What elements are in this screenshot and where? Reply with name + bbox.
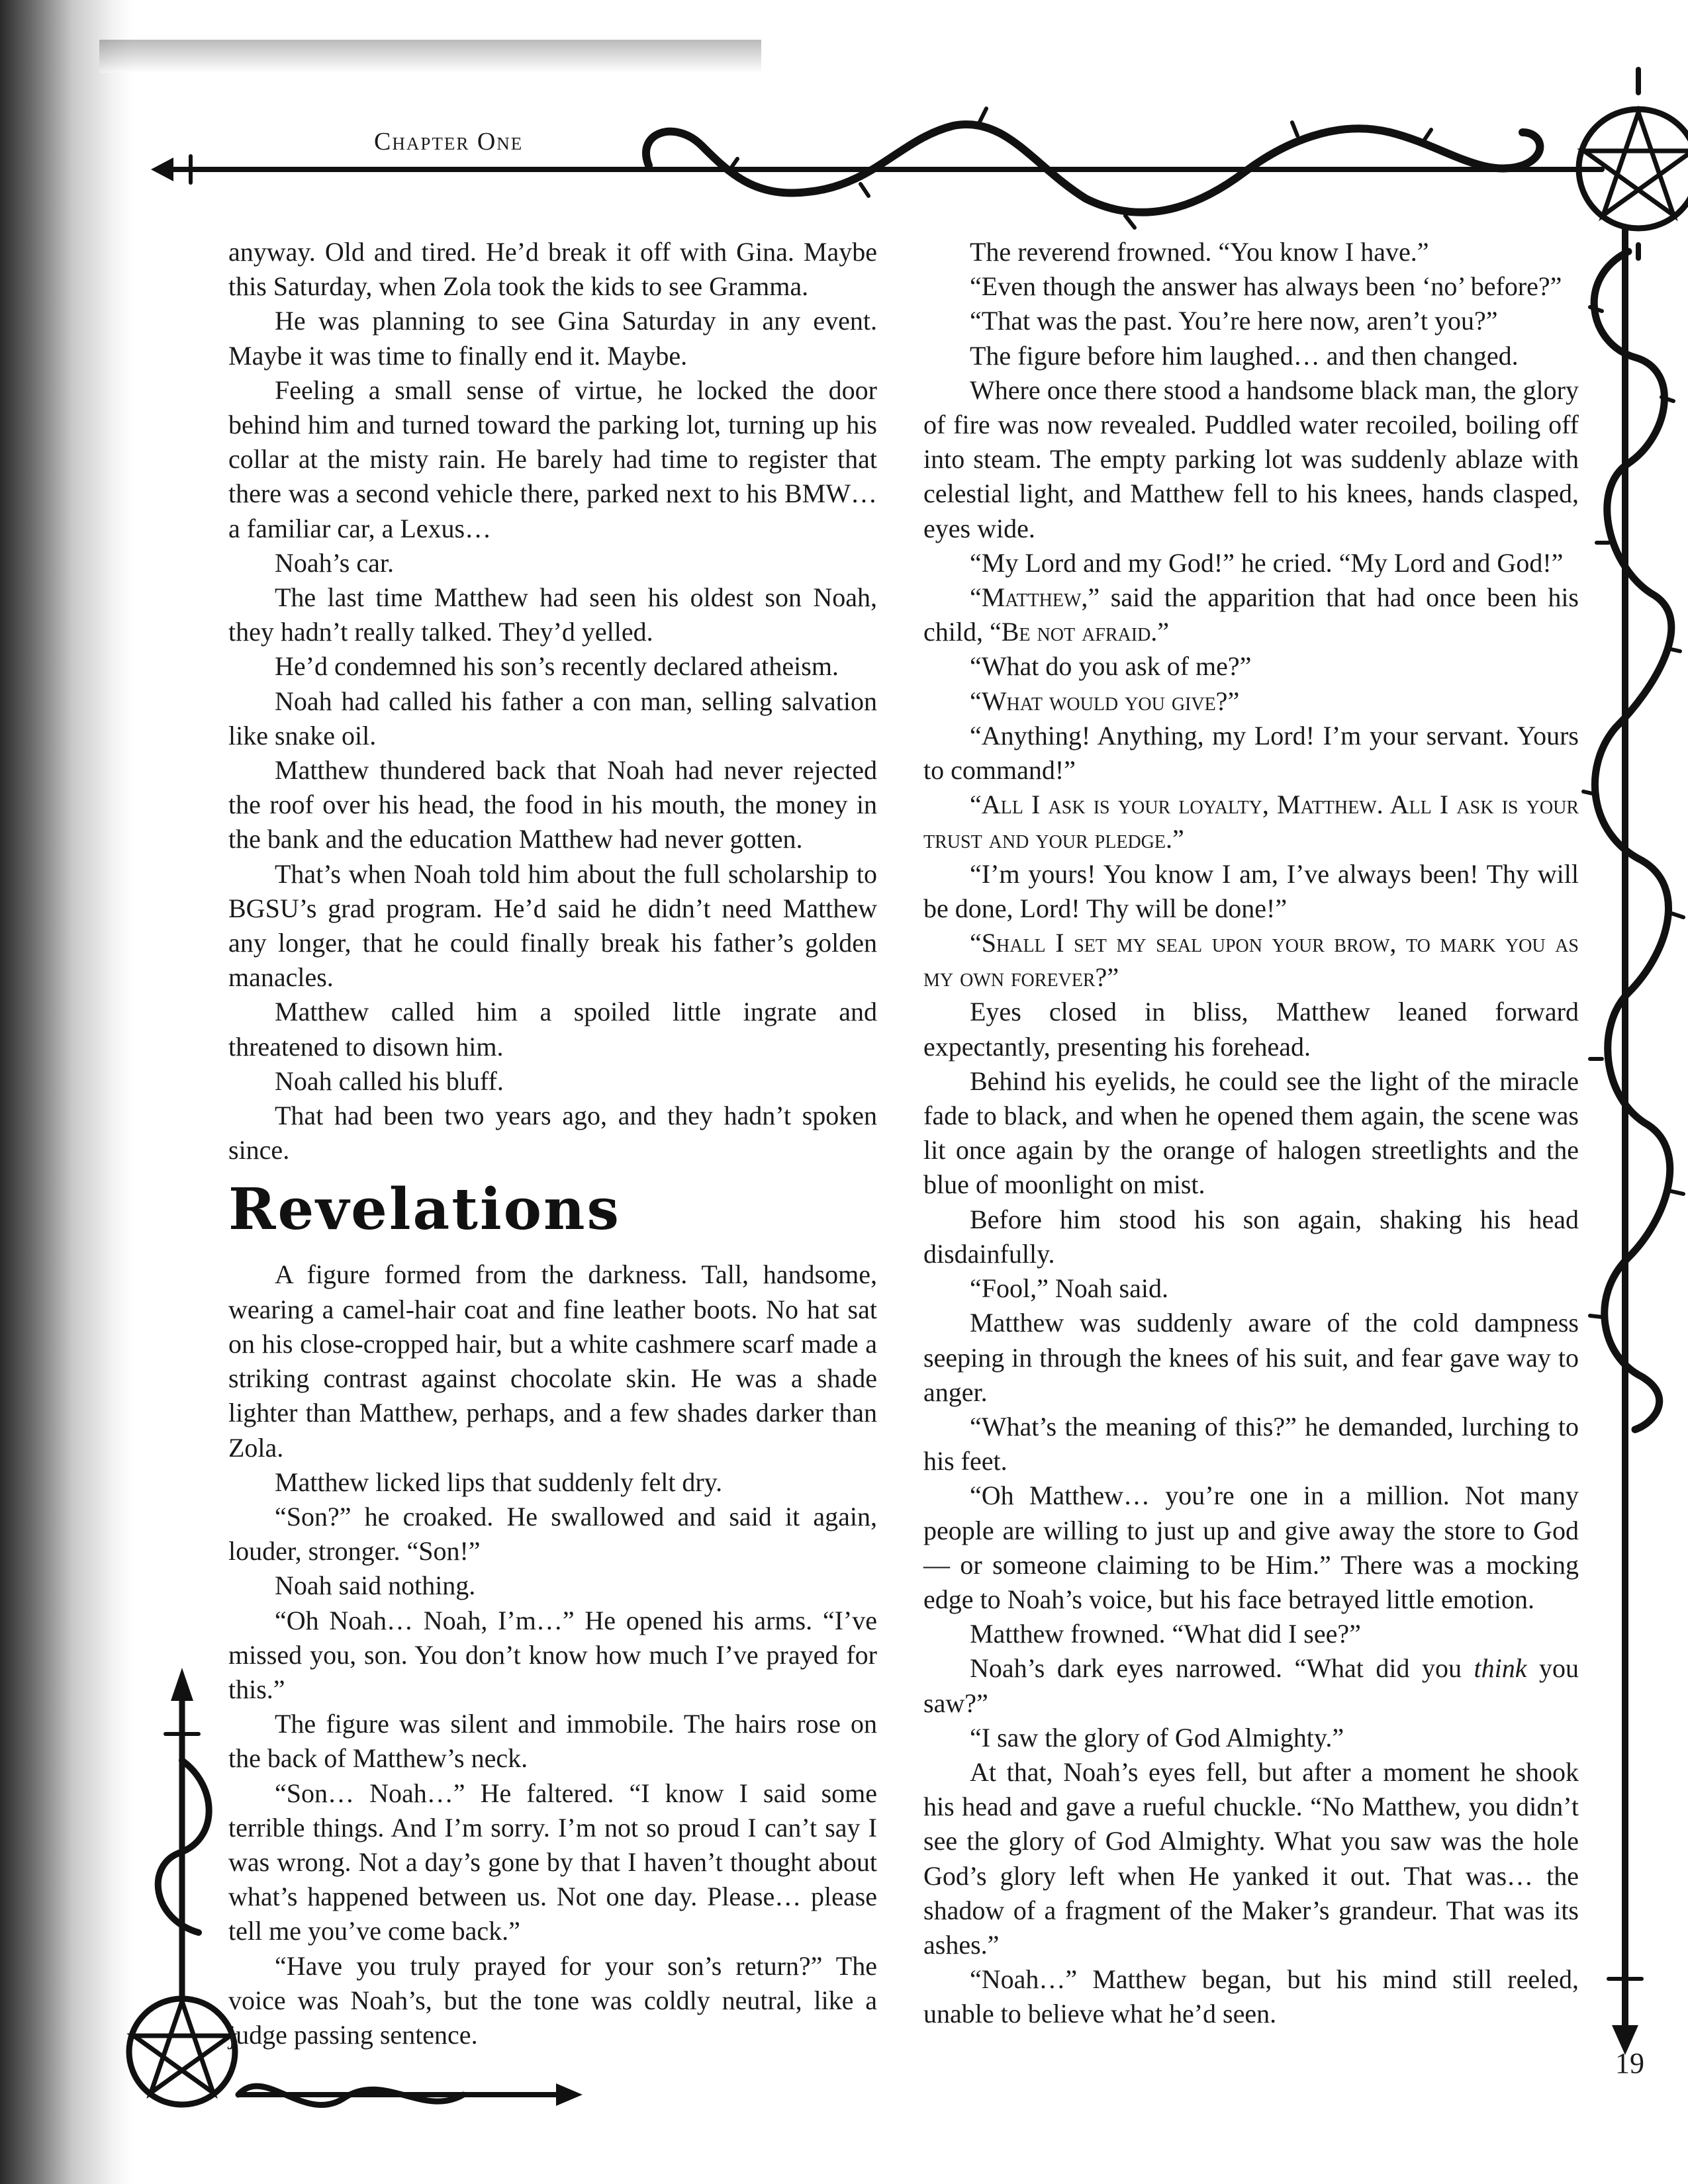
- paragraph: Behind his eyelids, he could see the light of the miracle fade to black, and when he opened them again, the scene was lit once again by the orange of halogen streetlights and the blue of moonlight on mist.: [923, 1066, 1579, 1200]
- paragraph: “Fool,” Noah said.: [970, 1273, 1168, 1304]
- paragraph: Noah had called his father a con man, selling salvation like snake oil.: [228, 686, 877, 751]
- paragraph: “Son… Noah…” He faltered. “I know I said some terrible things. And I’m sorry. I’m not so proud I can’t say I was wrong. Not a day’s gone by that I haven’t thought about what’s happened between us. Not one day. Please… please tell me you’ve come back.”: [228, 1778, 877, 1946]
- paragraph: “Even though the answer has always been ‘no’ before?”: [970, 271, 1562, 302]
- paragraph: Noah called his bluff.: [275, 1066, 504, 1096]
- pentagram-star-bottom: [134, 2001, 230, 2093]
- chapter-header: Chapter One: [374, 128, 524, 156]
- paragraph: “That was the past. You’re here now, aren’t you?”: [970, 306, 1498, 336]
- paragraph: “I’m yours! You know I am, I’ve always been! Thy will be done, Lord! Thy will be done!”: [923, 858, 1579, 923]
- apparition-speech: Matthew,: [981, 582, 1088, 613]
- paragraph: Matthew was suddenly aware of the cold dampness seeping in through the knees of his suit, and fear gave way to anger.: [923, 1308, 1579, 1407]
- paragraph: That’s when Noah told him about the full scholarship to BGSU’s grad program. He’d said he didn’t need Matthew any longer, that he could finally break his father’s golden manacles.: [228, 858, 877, 993]
- pentagram-circle-bottom: [129, 1999, 235, 2105]
- bottom-rule-arrowhead: [556, 2083, 583, 2106]
- paragraph: Matthew frowned. “What did I see?”: [970, 1619, 1361, 1649]
- paragraph: The figure before him laughed… and then changed.: [970, 340, 1519, 371]
- paragraph: Where once there stood a handsome black man, the glory of fire was now revealed. Puddled water recoiled, boiling off into steam. The empty parking lot was suddenly ablaze with celestial light, and Matthew fell to his knees, hands clasped, eyes wide.: [923, 375, 1579, 543]
- text-span: you saw?”: [923, 1653, 1579, 1718]
- paragraph: Matthew thundered back that Noah had never rejected the roof over his head, the food in his mouth, the money in the bank and the education Matthew had never gotten.: [228, 755, 877, 854]
- paragraph: [923, 1651, 1579, 1720]
- page-number: 19: [1615, 2047, 1644, 2079]
- paragraph: He’d condemned his son’s recently declared atheism.: [275, 651, 839, 682]
- text-span: Noah’s dark eyes narrowed. “What did you: [970, 1653, 1474, 1684]
- paragraph: [923, 788, 1579, 856]
- paragraph: At that, Noah’s eyes fell, but after a moment he shook his head and gave a rueful chuckle. “No Matthew, you didn’t see the glory of God Almighty. What you saw was the hole God’s glory left when He yanked it out. That was… the shadow of a fragment of the Maker’s grandeur. That was its ashes.”: [923, 1756, 1579, 1960]
- pentagram-star-top: [1584, 113, 1688, 215]
- paragraph: “Noah…” Matthew began, but his mind still reeled, unable to believe what he’d seen.: [923, 1964, 1579, 2029]
- section-heading: Revelations: [228, 1176, 621, 1244]
- text-span: ”: [1107, 962, 1119, 993]
- paragraph: Feeling a small sense of virtue, he locked the door behind him and turned toward the parking lot, turning up his collar at the misty rain. He barely had time to register that there was a second vehicle there, parked next to his BMW… a familiar car, a Lexus…: [228, 375, 877, 543]
- text-span: “: [970, 582, 982, 613]
- top-rule-arrowhead: [151, 158, 173, 181]
- paragraph: “What do you ask of me?”: [970, 651, 1252, 682]
- paragraph: [923, 684, 1579, 719]
- paragraph: “What’s the meaning of this?” he demanded, lurching to his feet.: [923, 1411, 1579, 1477]
- emphasis: think: [1474, 1653, 1527, 1684]
- paragraph: The last time Matthew had seen his oldest son Noah, they hadn’t really talked. They’d yelled.: [228, 582, 877, 647]
- right-vine: [1594, 251, 1671, 1430]
- paragraph: “I saw the glory of God Almighty.”: [970, 1722, 1344, 1752]
- paragraph: Eyes closed in bliss, Matthew leaned forward expectantly, presenting his forehead.: [923, 997, 1579, 1062]
- text-span: “: [970, 686, 982, 716]
- apparition-speech: Shall I set my seal upon your brow, to mark you as my own forever?: [923, 928, 1579, 993]
- paragraph: The figure was silent and immobile. The hairs rose on the back of Matthew’s neck.: [228, 1709, 877, 1774]
- paragraph: “Anything! Anything, my Lord! I’m your servant. Yours to command!”: [923, 720, 1579, 786]
- paragraph: Matthew called him a spoiled little ingrate and threatened to disown him.: [228, 997, 877, 1062]
- paragraph: The reverend frowned. “You know I have.”: [970, 237, 1429, 267]
- text-span: ”: [1172, 824, 1184, 854]
- text-span: “: [970, 790, 982, 820]
- left-text-column: [228, 235, 877, 2052]
- right-text-column: [923, 235, 1579, 2032]
- paragraph: “Oh Noah… Noah, I’m…” He opened his arms. “I’ve missed you, son. You don’t know how much I’ve prayed for this.”: [228, 1605, 877, 1704]
- paragraph: “Have you truly prayed for your son’s return?” The voice was Noah’s, but the tone was coldly neutral, like a judge passing sentence.: [228, 1950, 877, 2050]
- paragraph: Noah’s car.: [275, 547, 394, 578]
- paragraph: That had been two years ago, and they hadn’t spoken since.: [228, 1101, 877, 1165]
- apparition-speech: Be not afraid.: [1001, 617, 1158, 647]
- paragraph: “Son?” he croaked. He swallowed and said it again, louder, stronger. “Son!”: [228, 1501, 877, 1567]
- paragraph: A figure formed from the darkness. Tall, handsome, wearing a camel-hair coat and fine leather boots. No hat sat on his close-cropped hair, but a white cashmere scarf made a striking contrast against chocolate skin. He was a shade lighter than Matthew, perhaps, and a few shades darker than Zola.: [228, 1259, 877, 1463]
- left-spine-arrowhead: [171, 1668, 193, 1701]
- paragraph: Matthew licked lips that suddenly felt dry.: [275, 1467, 723, 1497]
- paragraph: Noah said nothing.: [275, 1570, 476, 1601]
- paragraph: [923, 580, 1579, 649]
- paragraph: “Oh Matthew… you’re one in a million. Not many people are willing to just up and give away the store to God — or someone claiming to be Him.” There was a mocking edge to Noah’s voice, but his face betrayed little emotion.: [923, 1480, 1579, 1614]
- paragraph: He was planning to see Gina Saturday in any event. Maybe it was time to finally end it. Maybe.: [228, 306, 877, 371]
- paragraph: [923, 926, 1579, 995]
- apparition-speech: All I ask is your loyalty, Matthew. All I ask is your trust and your pledge.: [923, 790, 1579, 854]
- text-span: ” said the apparition that had once been his child, “: [923, 582, 1579, 647]
- text-span: ”: [1157, 617, 1170, 647]
- text-span: “: [970, 928, 982, 958]
- paragraph: “My Lord and my God!” he cried. “My Lord and God!”: [970, 547, 1564, 578]
- apparition-speech: What would you give?: [981, 686, 1228, 716]
- paragraph: anyway. Old and tired. He’d break it off with Gina. Maybe this Saturday, when Zola took the kids to see Gramma.: [228, 237, 877, 302]
- text-span: ”: [1227, 686, 1240, 716]
- paragraph: Before him stood his son again, shaking his head disdainfully.: [923, 1204, 1579, 1269]
